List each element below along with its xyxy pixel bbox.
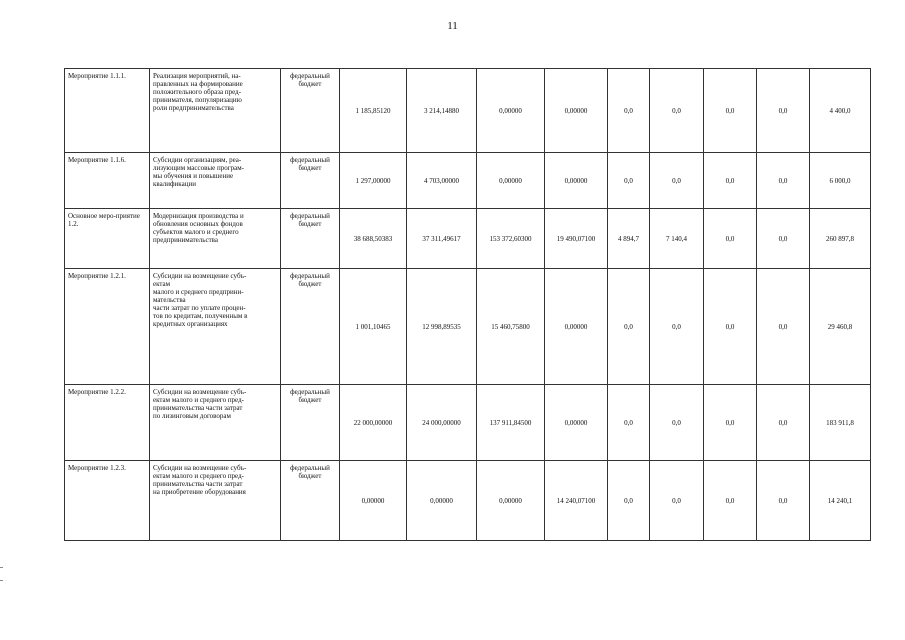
- value-cell: 0,0: [757, 69, 810, 153]
- value-cell: 0,0: [704, 385, 757, 461]
- description-line: ектам малого и среднего пред-: [153, 396, 244, 404]
- budget-table: [64, 68, 871, 541]
- description-line: Субсидии на возмещение субъ-: [153, 464, 247, 472]
- value-cell: 0,0: [704, 69, 757, 153]
- value-cell: 153 372,60300: [477, 209, 545, 269]
- value-cell: 0,0: [650, 69, 704, 153]
- activity-label: Мероприятие 1.2.3.: [65, 461, 150, 541]
- description-line: субъектов малого и среднего: [153, 228, 239, 236]
- table-row: [65, 385, 871, 461]
- value-cell: 0,0: [608, 269, 650, 385]
- activity-label: Мероприятие 1.1.6.: [65, 153, 150, 209]
- activity-description: [150, 269, 281, 385]
- funding-source: федеральный бюджет: [281, 209, 340, 269]
- value-cell: 0,0: [757, 269, 810, 385]
- value-cell: 1 297,00000: [340, 153, 407, 209]
- value-cell: 1 001,10465: [340, 269, 407, 385]
- value-cell: 0,00000: [545, 269, 608, 385]
- value-cell: 0,0: [650, 269, 704, 385]
- description-line: малого и среднего предприни-: [153, 288, 244, 296]
- funding-source: федеральный бюджет: [281, 385, 340, 461]
- table-row: [65, 69, 871, 153]
- description-line: мы обучения и повышение: [153, 172, 234, 180]
- description-line: принимательства части затрат: [153, 480, 243, 488]
- value-cell: 0,0: [757, 209, 810, 269]
- value-cell: 0,00000: [407, 461, 477, 541]
- description-line: тов по кредитам, полученным в: [153, 312, 248, 320]
- value-cell: 137 911,84500: [477, 385, 545, 461]
- funding-source: федеральный бюджет: [281, 269, 340, 385]
- value-cell: 0,0: [704, 461, 757, 541]
- table-row: [65, 269, 871, 385]
- value-cell: 15 460,75800: [477, 269, 545, 385]
- activity-description: [150, 461, 281, 541]
- funding-source: федеральный бюджет: [281, 69, 340, 153]
- value-cell: 4 703,00000: [407, 153, 477, 209]
- value-cell: 0,00000: [477, 461, 545, 541]
- value-cell: 0,0: [650, 385, 704, 461]
- table-body: [65, 69, 871, 541]
- value-cell: 0,0: [704, 209, 757, 269]
- value-cell: 0,0: [757, 153, 810, 209]
- value-cell: 183 911,8: [810, 385, 871, 461]
- value-cell: 14 240,07100: [545, 461, 608, 541]
- value-cell: 12 998,89535: [407, 269, 477, 385]
- value-cell: 24 000,00000: [407, 385, 477, 461]
- description-line: принимателя, популяризацию: [153, 96, 242, 104]
- description-line: Субсидии организациям, реа-: [153, 156, 242, 164]
- activity-label: Основное меро-приятие 1.2.: [65, 209, 150, 269]
- value-cell: 4 894,7: [608, 209, 650, 269]
- value-cell: 0,0: [650, 461, 704, 541]
- description-line: по лизинговым договорам: [153, 412, 231, 420]
- description-line: кредитных организациях: [153, 320, 228, 328]
- description-line: обновления основных фондов: [153, 220, 243, 228]
- value-cell: 6 000,0: [810, 153, 871, 209]
- value-cell: 4 400,0: [810, 69, 871, 153]
- activity-description: [150, 153, 281, 209]
- value-cell: 14 240,1: [810, 461, 871, 541]
- activity-label: Мероприятие 1.2.1.: [65, 269, 150, 385]
- description-line: лизующим массовые програм-: [153, 164, 244, 172]
- page-number: 11: [447, 20, 458, 32]
- description-line: мательства: [153, 296, 186, 304]
- table-row: [65, 153, 871, 209]
- table-row: [65, 209, 871, 269]
- description-line: ектам малого и среднего пред-: [153, 472, 244, 480]
- description-line: роли предпринимательства: [153, 104, 234, 112]
- value-cell: 0,0: [650, 153, 704, 209]
- description-line: квалификации: [153, 180, 196, 188]
- activity-description: [150, 209, 281, 269]
- value-cell: 0,0: [608, 69, 650, 153]
- value-cell: 0,0: [608, 153, 650, 209]
- table-row: [65, 461, 871, 541]
- value-cell: 0,00000: [477, 153, 545, 209]
- activity-label: Мероприятие 1.2.2.: [65, 385, 150, 461]
- value-cell: 19 490,07100: [545, 209, 608, 269]
- description-line: предпринимательства: [153, 236, 218, 244]
- value-cell: 7 140,4: [650, 209, 704, 269]
- description-line: Субсидии на возмещение субъ-: [153, 272, 247, 280]
- description-line: Модернизация производства и: [153, 212, 244, 220]
- description-line: части затрат по уплате процен-: [153, 304, 246, 312]
- value-cell: 0,0: [757, 461, 810, 541]
- description-line: правленных на формирование: [153, 80, 243, 88]
- description-line: Реализация мероприятий, на-: [153, 72, 241, 80]
- value-cell: 37 311,49617: [407, 209, 477, 269]
- description-line: на приобретение оборудования: [153, 488, 246, 496]
- value-cell: 0,0: [704, 269, 757, 385]
- value-cell: 3 214,14880: [407, 69, 477, 153]
- value-cell: 0,0: [704, 153, 757, 209]
- value-cell: 22 000,00000: [340, 385, 407, 461]
- value-cell: 0,00000: [340, 461, 407, 541]
- value-cell: 1 185,85120: [340, 69, 407, 153]
- value-cell: 0,00000: [545, 69, 608, 153]
- description-line: ектам: [153, 280, 171, 288]
- value-cell: 0,00000: [477, 69, 545, 153]
- value-cell: 0,0: [757, 385, 810, 461]
- value-cell: 29 460,8: [810, 269, 871, 385]
- value-cell: 260 897,8: [810, 209, 871, 269]
- funding-source: федеральный бюджет: [281, 153, 340, 209]
- edge-mark: [0, 580, 3, 581]
- value-cell: 38 688,50383: [340, 209, 407, 269]
- activity-label: Мероприятие 1.1.1.: [65, 69, 150, 153]
- value-cell: 0,0: [608, 461, 650, 541]
- funding-source: федеральный бюджет: [281, 461, 340, 541]
- description-line: принимательства части затрат: [153, 404, 243, 412]
- value-cell: 0,00000: [545, 153, 608, 209]
- activity-description: [150, 385, 281, 461]
- value-cell: 0,0: [608, 385, 650, 461]
- value-cell: 0,00000: [545, 385, 608, 461]
- activity-description: [150, 69, 281, 153]
- description-line: положительного образа пред-: [153, 88, 242, 96]
- description-line: Субсидии на возмещение субъ-: [153, 388, 247, 396]
- edge-mark: [0, 567, 3, 568]
